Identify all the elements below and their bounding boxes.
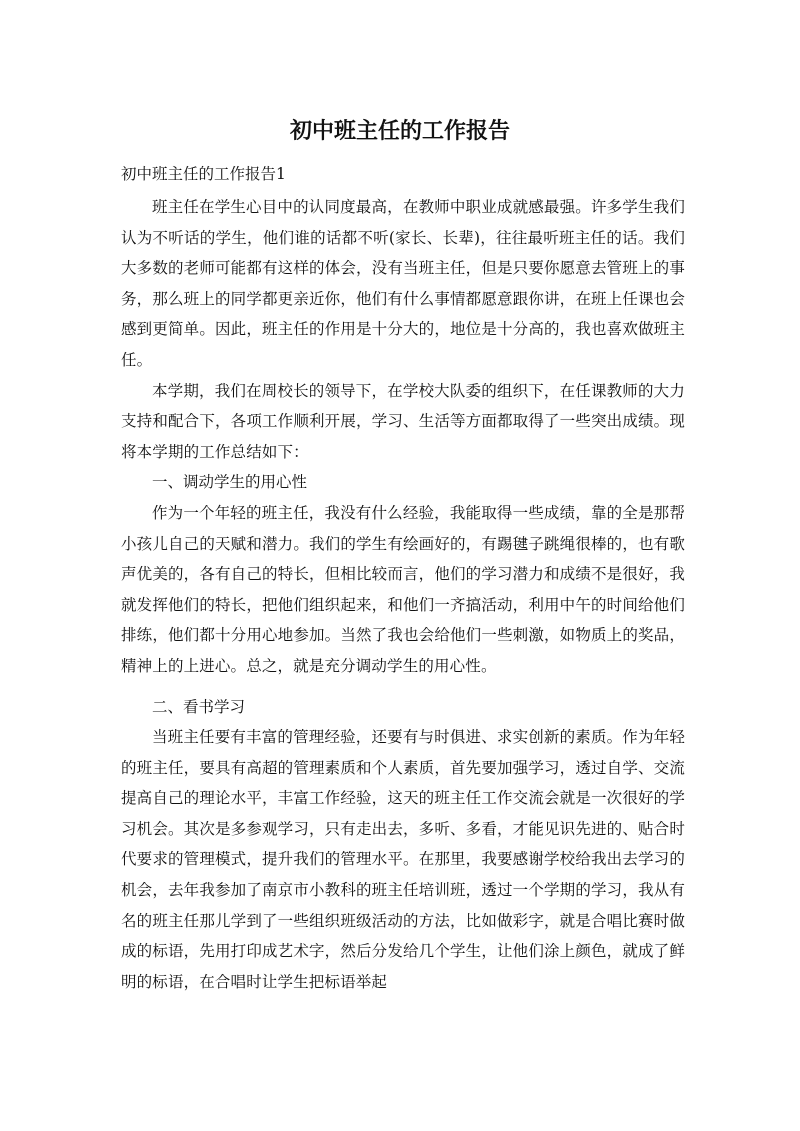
paragraph-intro: 班主任在学生心目中的认同度最高，在教师中职业成就感最强。许多学生我们认为不听话的学生，他们谁的话都不听(家长、长辈)，往往最听班主任的话。我们大多数的老师可能都有这样的体会，没有当班主任，但是只要你愿意去管班上的事务，那么班上的同学都更亲近你，他们有什么事情都愿意跟你讲，在班上任课也会感到更简单。因此，班主任的作用是十分大的，地位是十分高的，我也喜欢做班主任。 xyxy=(121,198,685,369)
paragraph-semester-summary: 本学期，我们在周校长的领导下，在学校大队委的组织下，在任课教师的大力支持和配合下，各项工作顺利开展，学习、生活等方面都取得了一些突出成绩。现将本学期的工作总结如下： xyxy=(121,381,685,461)
document-body xyxy=(121,192,685,997)
document-title: 初中班主任的工作报告 xyxy=(289,119,510,144)
section-heading-motivation: 一、调动学生的用心性 xyxy=(152,473,308,492)
paragraph-study: 当班主任要有丰富的管理经验，还要有与时俱进、求实创新的素质。作为年轻的班主任，要具有高超的管理素质和个人素质，首先要加强学习，透过自学、交流提高自己的理论水平，丰富工作经验，这天的班主任工作交流会就是一次很好的学习机会。其次是多参观学习，只有走出去，多听、多看，才能见识先进的、贴合时代要求的管理模式，提升我们的管理水平。在那里，我要感谢学校给我出去学习的机会，去年我参加了南京市小教科的班主任培训班，透过一个学期的学习，我从有名的班主任那儿学到了一些组织班级活动的方法，比如做彩字，就是合唱比赛时做成的标语，先用打印成艺术字，然后分发给几个学生，让他们涂上颜色，就成了鲜明的标语，在合唱时让学生把标语举起 xyxy=(121,728,685,991)
section-heading-study: 二、看书学习 xyxy=(152,697,246,716)
document-subtitle: 初中班主任的工作报告1 xyxy=(121,165,286,183)
paragraph-motivation: 作为一个年轻的班主任，我没有什么经验，我能取得一些成绩，靠的全是那帮小孩儿自己的天赋和潜力。我们的学生有绘画好的，有踢毽子跳绳很棒的，也有歌声优美的，各有自己的特长，但相比较而言，他们的学习潜力和成绩不是很好，我就发挥他们的特长，把他们组织起来，和他们一齐搞活动，利用中午的时间给他们排练，他们都十分用心地参加。当然了我也会给他们一些刺激，如物质上的奖品，精神上的上进心。总之，就是充分调动学生的用心性。 xyxy=(121,503,685,675)
